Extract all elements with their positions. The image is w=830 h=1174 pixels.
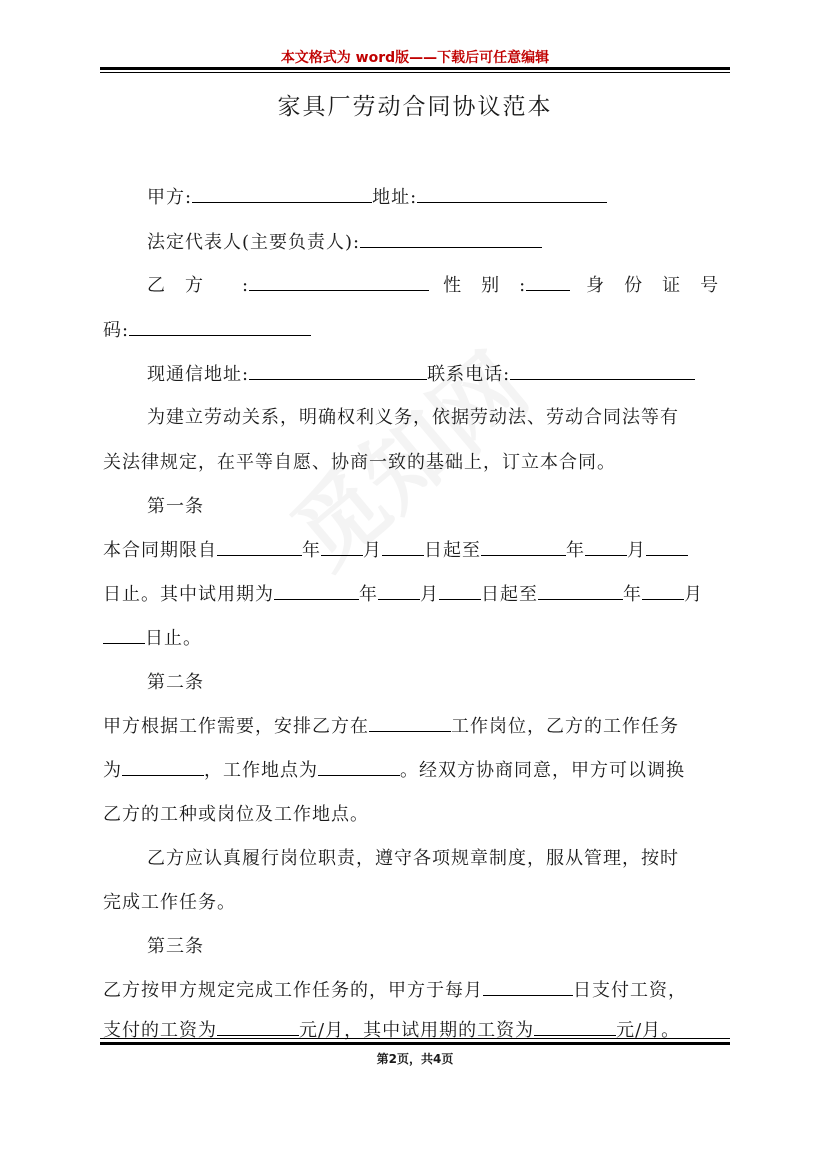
preamble-line-1: 为建立劳动关系，明确权利义务，依据劳动法、劳动合同法等有 (147, 407, 679, 428)
article-3-line-2: 支付的工资为 元/月，其中试用期的工资为 元/月。 (103, 1016, 730, 1042)
blank (642, 580, 684, 600)
address-label: 地址: (372, 187, 418, 208)
legal-rep-line (147, 228, 774, 254)
article-1-line-1: 本合同期限自 年 月 日起至 年 月 (103, 536, 730, 562)
article-3-heading: 第三条 (147, 936, 204, 957)
blank (417, 183, 607, 203)
article-1-line-2: 日止。其中试用期为 年 月 日起至 年 月 (103, 580, 730, 606)
article-2-para-2-line-2: 完成工作任务。 (103, 892, 236, 913)
header-rule (100, 67, 730, 70)
id-number-label-cont: 码: (103, 320, 130, 341)
document-title: 家具厂劳动合同协议范本 (277, 94, 553, 120)
blank (360, 228, 542, 248)
mail-address-label: 现通信地址: (147, 364, 250, 385)
blank (378, 580, 420, 600)
article-2-line-2: 为 ，工作地点为 。经双方协商同意，甲方可以调换 (103, 756, 730, 782)
article-2-para-2-line-1: 乙方应认真履行岗位职责，遵守各项规章制度，服从管理，按时 (147, 848, 679, 869)
blank (192, 183, 372, 203)
party-a-label: 甲方: (147, 187, 193, 208)
blank (318, 756, 400, 776)
blank (122, 756, 204, 776)
party-a-line (147, 183, 774, 209)
blank (274, 580, 359, 600)
blank (481, 536, 566, 556)
blank (369, 712, 451, 732)
blank (249, 271, 429, 291)
page-number: 第2页，共4页 (376, 1052, 454, 1066)
blank (129, 316, 311, 336)
blank (538, 580, 623, 600)
blank (103, 624, 145, 644)
article-2-line-3: 乙方的工种或岗位及工作地点。 (103, 804, 369, 825)
header-rule-thin (100, 72, 730, 73)
blank (646, 536, 688, 556)
header-note: 本文格式为 word版——下载后可任意编辑 (280, 50, 550, 66)
footer-rule (100, 1042, 730, 1045)
article-1-line-3: 日止。 (103, 624, 730, 650)
party-b-line (147, 271, 730, 297)
party-b-label: 乙 方 : (147, 275, 250, 296)
blank (382, 536, 424, 556)
id-number-label: 身 份 证 号 (586, 275, 720, 296)
blank (321, 536, 363, 556)
blank (510, 360, 695, 380)
blank (439, 580, 481, 600)
preamble-line-2: 关法律规定，在平等自愿、协商一致的基础上，订立本合同。 (103, 452, 616, 473)
footer-rule-thin (100, 1038, 730, 1039)
blank (534, 1016, 616, 1036)
blank (585, 536, 627, 556)
article-1-heading: 第一条 (147, 496, 204, 517)
blank (526, 271, 570, 291)
contact-line (147, 360, 774, 386)
id-number-line (103, 316, 730, 342)
article-2-heading: 第二条 (147, 672, 204, 693)
blank (217, 536, 302, 556)
blank (249, 360, 427, 380)
phone-label: 联系电话: (427, 364, 511, 385)
legal-rep-label: 法定代表人(主要负责人): (147, 232, 361, 253)
blank (217, 1016, 299, 1036)
article-3-line-1: 乙方按甲方规定完成工作任务的，甲方于每月 日支付工资， (103, 976, 730, 1002)
gender-label: 性 别 : (443, 275, 527, 296)
blank (483, 976, 573, 996)
article-2-line-1: 甲方根据工作需要，安排乙方在 工作岗位，乙方的工作任务 (103, 712, 730, 738)
